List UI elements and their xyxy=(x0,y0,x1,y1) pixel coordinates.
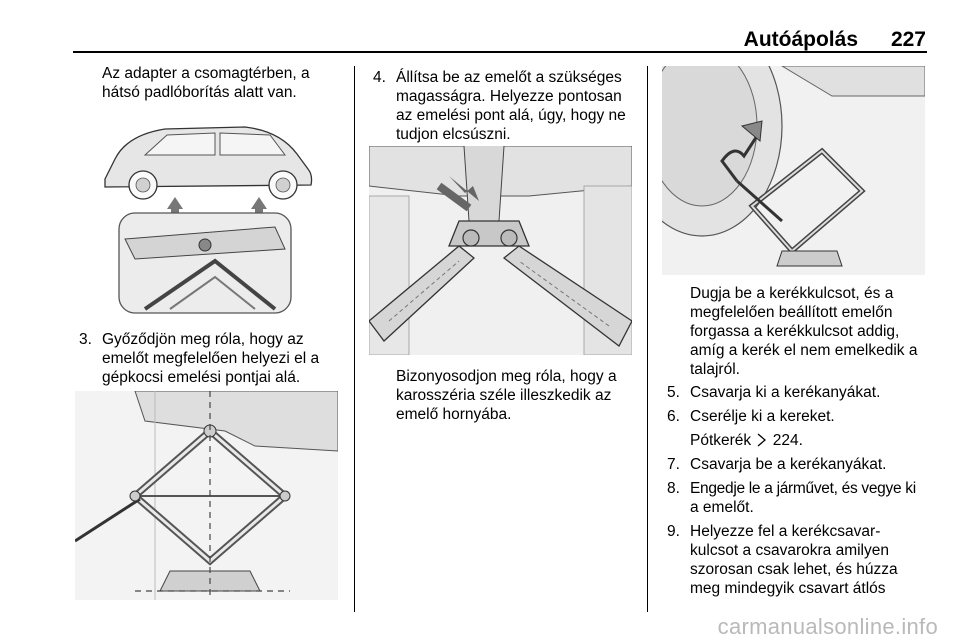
middle-note-line-2: karosszéria széle illeszkedik az xyxy=(396,387,612,404)
right-note-line-3: forgassa a kerékkulcsot addig, xyxy=(690,323,900,340)
intro-line-1: Az adapter a csomagtérben, a xyxy=(102,65,310,82)
step-number: 8. xyxy=(667,480,680,497)
right-note-line-2: megfelelően beállított emelőn xyxy=(690,304,893,321)
step-number: 6. xyxy=(667,408,680,425)
step6-text: Cserélje ki a kereket. xyxy=(690,408,835,425)
spare-wheel-reference[interactable] xyxy=(690,431,803,452)
step5-text: Csavarja ki a kerékanyákat. xyxy=(690,384,881,401)
right-note-line-1: Dugja be a kerékkulcsot, és a xyxy=(690,285,894,302)
middle-note-line-3: emelő hornyába. xyxy=(396,406,512,423)
jack-under-car-illustration xyxy=(75,391,338,600)
step4-line-1: Állítsa be az emelőt a szükséges xyxy=(396,69,622,86)
step8-line-2: a emelőt. xyxy=(690,499,754,516)
step9-line-2: kulcsot a csavarokra amilyen xyxy=(690,542,889,559)
step-number: 4. xyxy=(373,69,386,86)
step3-line-2: emelőt megfelelően helyezi el a xyxy=(102,350,320,367)
column-divider-2 xyxy=(647,66,648,612)
step9-line-4: meg mindegyik csavart átlós xyxy=(690,580,886,597)
wrench-on-jack-illustration xyxy=(662,66,925,275)
step7-text: Csavarja be a kerékanyákat. xyxy=(690,456,887,473)
page-number: 227 xyxy=(890,28,926,51)
section-title: Autóápolás xyxy=(743,28,858,51)
jack-head-detail-illustration xyxy=(369,146,632,355)
step4-line-2: magasságra. Helyezze pontosan xyxy=(396,88,622,105)
step3-line-3: gépkocsi emelési pontjai alá. xyxy=(102,369,301,386)
right-note-line-4: amíg a kerék el nem emelkedik a xyxy=(690,342,918,359)
right-note-line-5: talajról. xyxy=(690,361,740,378)
step4-line-4: tudjon elcsúszni. xyxy=(396,126,511,143)
step9-line-1: Helyezze fel a kerékcsavar- xyxy=(690,523,881,540)
step9-line-3: szorosan csak lehet, és húzza xyxy=(690,561,898,578)
step-number: 5. xyxy=(667,384,680,401)
spare-ref-page: 224. xyxy=(772,432,803,449)
step-number: 3. xyxy=(79,331,92,348)
step8-line-1: Engedje le a járművet, és vegye ki xyxy=(690,480,916,497)
intro-line-2: hátsó padlóborítás alatt van. xyxy=(102,84,297,101)
car-lifting-points-illustration xyxy=(75,109,338,318)
spare-ref-label: Pótkerék xyxy=(690,432,752,449)
header-rule xyxy=(73,51,927,53)
watermark: carmanualsonline.info xyxy=(717,614,938,639)
step4-line-3: az emelési pont alá, úgy, hogy ne xyxy=(396,107,626,124)
column-divider-1 xyxy=(354,66,355,612)
middle-note-line-1: Bizonyosodjon meg róla, hogy a xyxy=(396,368,617,385)
arrow-ref-icon xyxy=(757,433,766,452)
step3-line-1: Győződjön meg róla, hogy az xyxy=(102,331,304,348)
step-number: 7. xyxy=(667,456,680,473)
step-number: 9. xyxy=(667,523,680,540)
